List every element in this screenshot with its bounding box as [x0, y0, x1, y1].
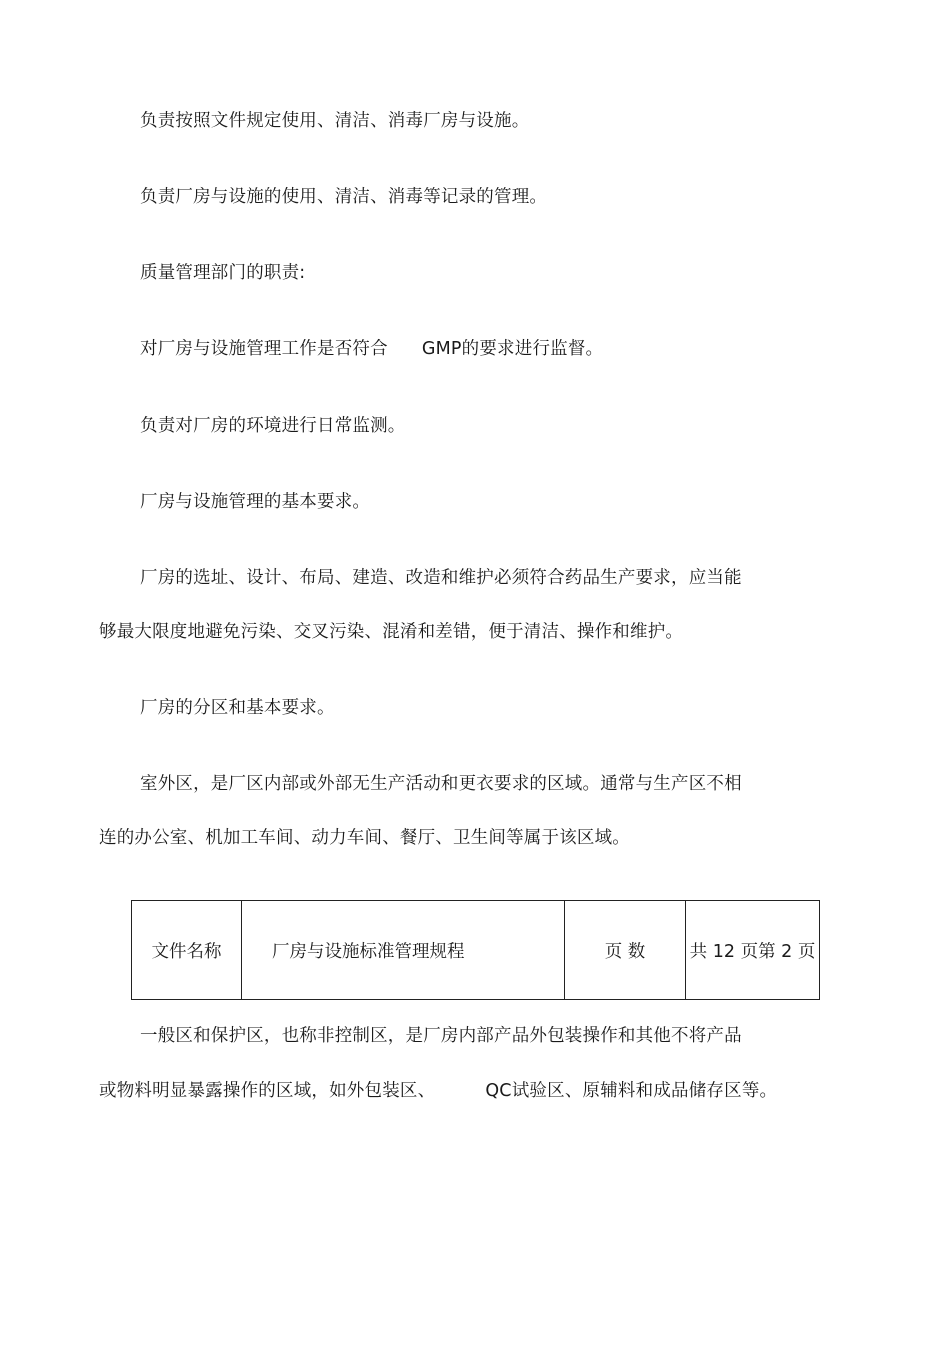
p9-text-line-2: 连的办公室、机加工车间、动力车间、餐厅、卫生间等属于该区域。: [99, 828, 630, 848]
p8-text: 厂房的分区和基本要求。: [140, 698, 335, 718]
footer-row: [132, 901, 820, 1000]
p9-text-line-1: 室外区，是厂区内部或外部无生产活动和更衣要求的区域。通常与生产区不相: [140, 774, 742, 794]
paragraph-9-line-1: [140, 772, 742, 796]
paragraph-2: [140, 185, 547, 209]
p10-text-line-2a: 或物料明显暴露操作的区域，如外包装区、: [99, 1081, 436, 1101]
p7-text-line-1: 厂房的选址、设计、布局、建造、改造和维护必须符合药品生产要求，应当能: [140, 568, 742, 588]
p5-text: 负责对厂房的环境进行日常监测。: [140, 416, 406, 436]
paragraph-3: [140, 261, 305, 285]
p7-text-line-2: 够最大限度地避免污染、交叉污染、混淆和差错，便于清洁、操作和维护。: [99, 622, 684, 642]
document-footer-table: [131, 900, 820, 1000]
paragraph-4: [140, 337, 603, 361]
p3-text: 质量管理部门的职责:: [140, 263, 306, 283]
p6-text: 厂房与设施管理的基本要求。: [140, 492, 371, 512]
page-info: 共 12 页第 2 页: [686, 901, 820, 1000]
paragraph-10-line-2: [99, 1079, 777, 1103]
p4-text-c: 的要求进行监督。: [461, 339, 604, 359]
pages-label: 页 数: [565, 901, 686, 1000]
paragraph-5: [140, 414, 406, 438]
paragraph-8: [140, 696, 335, 720]
p1-text: 负责按照文件规定使用、清洁、消毒厂房与设施。: [140, 111, 530, 131]
paragraph-6: [140, 490, 370, 514]
paragraph-9-line-2: [99, 826, 630, 850]
p10-text-line-2c: 试验区、原辅料和成品储存区等。: [511, 1081, 778, 1101]
p10-text-line-1: 一般区和保护区，也称非控制区，是厂房内部产品外包装操作和其他不将产品: [140, 1026, 742, 1046]
paragraph-10-line-1: [140, 1024, 742, 1048]
paragraph-7-line-1: [140, 566, 742, 590]
p4-text-b: GMP: [421, 339, 462, 359]
document-name: 厂房与设施标准管理规程: [242, 901, 565, 1000]
paragraph-7-line-2: [99, 620, 683, 644]
file-name-label: 文件名称: [132, 901, 242, 1000]
p2-text: 负责厂房与设施的使用、清洁、消毒等记录的管理。: [140, 187, 548, 207]
p10-text-line-2b: QC: [485, 1081, 512, 1101]
paragraph-1: [140, 109, 529, 133]
p4-text-a: 对厂房与设施管理工作是否符合: [140, 339, 388, 359]
